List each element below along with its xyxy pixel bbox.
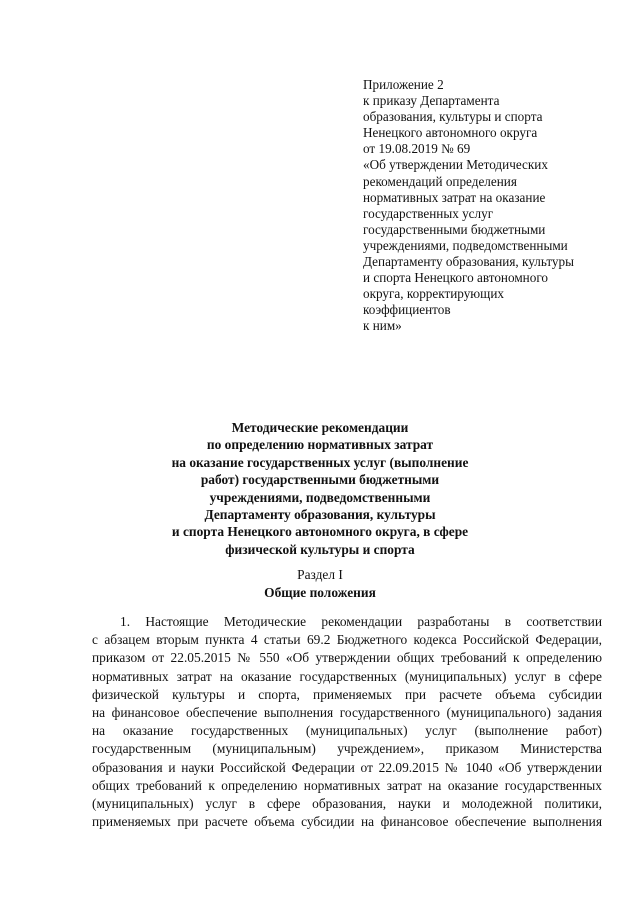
body-line: общих требований к определению нормативных затрат на оказание государственных [92,777,602,793]
appendix-line: образования, культуры и спорта [363,109,543,125]
appendix-line: и спорта Ненецкого автономного [363,270,549,286]
appendix-line: рекомендаций определения [363,173,517,189]
appendix-line: к ним» [363,318,402,334]
section-label: Раздел I [297,567,343,582]
body-paragraph [92,613,602,831]
appendix-line: государственных услуг [363,205,494,221]
title-line: и спорта Ненецкого автономного округа, в сфере [171,524,469,540]
section-heading: Общие положения [264,584,376,600]
body-line: применяемых при расчете объема субсидии на финансовое обеспечение выполнения [92,814,602,830]
appendix-line: государственными бюджетными [363,221,546,237]
appendix-line: учреждениями, подведомственными [363,237,568,253]
title-line: учреждениями, подведомственными [209,489,431,505]
title-line: работ) государственными бюджетными [200,472,440,488]
appendix-line: Приложение 2 [363,77,444,92]
title-line: Департаменту образования, культуры [204,507,436,523]
appendix-line: от 19.08.2019 № 69 [363,141,471,157]
body-line: образования и науки Российской Федерации от 22.09.2015 № 1040 «Об утверждении [92,759,602,775]
body-line: нормативных затрат на оказание государственных (муниципальных) услуг в сфере [92,668,602,684]
body-line: (муниципальных) услуг в сфере образования, науки и молодежной политики, [92,796,602,812]
body-line: с абзацем вторым пункта 4 статьи 69.2 Бюджетного кодекса Российской Федерации, [92,632,602,648]
appendix-line: нормативных затрат на оказание [363,189,546,205]
body-line: приказом от 22.05.2015 № 550 «Об утверждении общих требований к определению [92,650,602,666]
body-line: физической культуры и спорта, применяемых при расчете объема субсидии [92,686,602,702]
appendix-line: Департаменту образования, культуры [363,254,574,270]
appendix-line: Ненецкого автономного округа [363,125,538,141]
title-line: на оказание государственных услуг (выполнение [171,454,469,470]
section-header [60,566,580,601]
body-line: 1. Настоящие Методические рекомендации разработаны в соответствии [120,614,602,629]
body-line: государственным (муниципальным) учреждением», приказом Министерства [92,741,602,757]
document-title [60,419,580,558]
appendix-line: округа, корректирующих [363,286,504,302]
body-line: на оказание государственных (муниципальных) услуг (выполнение работ) [92,723,602,739]
appendix-line: к приказу Департамента [363,93,500,109]
title-line: физической культуры и спорта [225,541,415,557]
appendix-block [363,77,625,335]
appendix-line: коэффициентов [363,302,451,318]
title-line: Методические рекомендации [231,420,409,435]
body-line: на финансовое обеспечение выполнения государственного (муниципального) задания [92,705,602,721]
title-line: по определению нормативных затрат [206,437,434,453]
appendix-line: «Об утверждении Методических [363,157,548,173]
